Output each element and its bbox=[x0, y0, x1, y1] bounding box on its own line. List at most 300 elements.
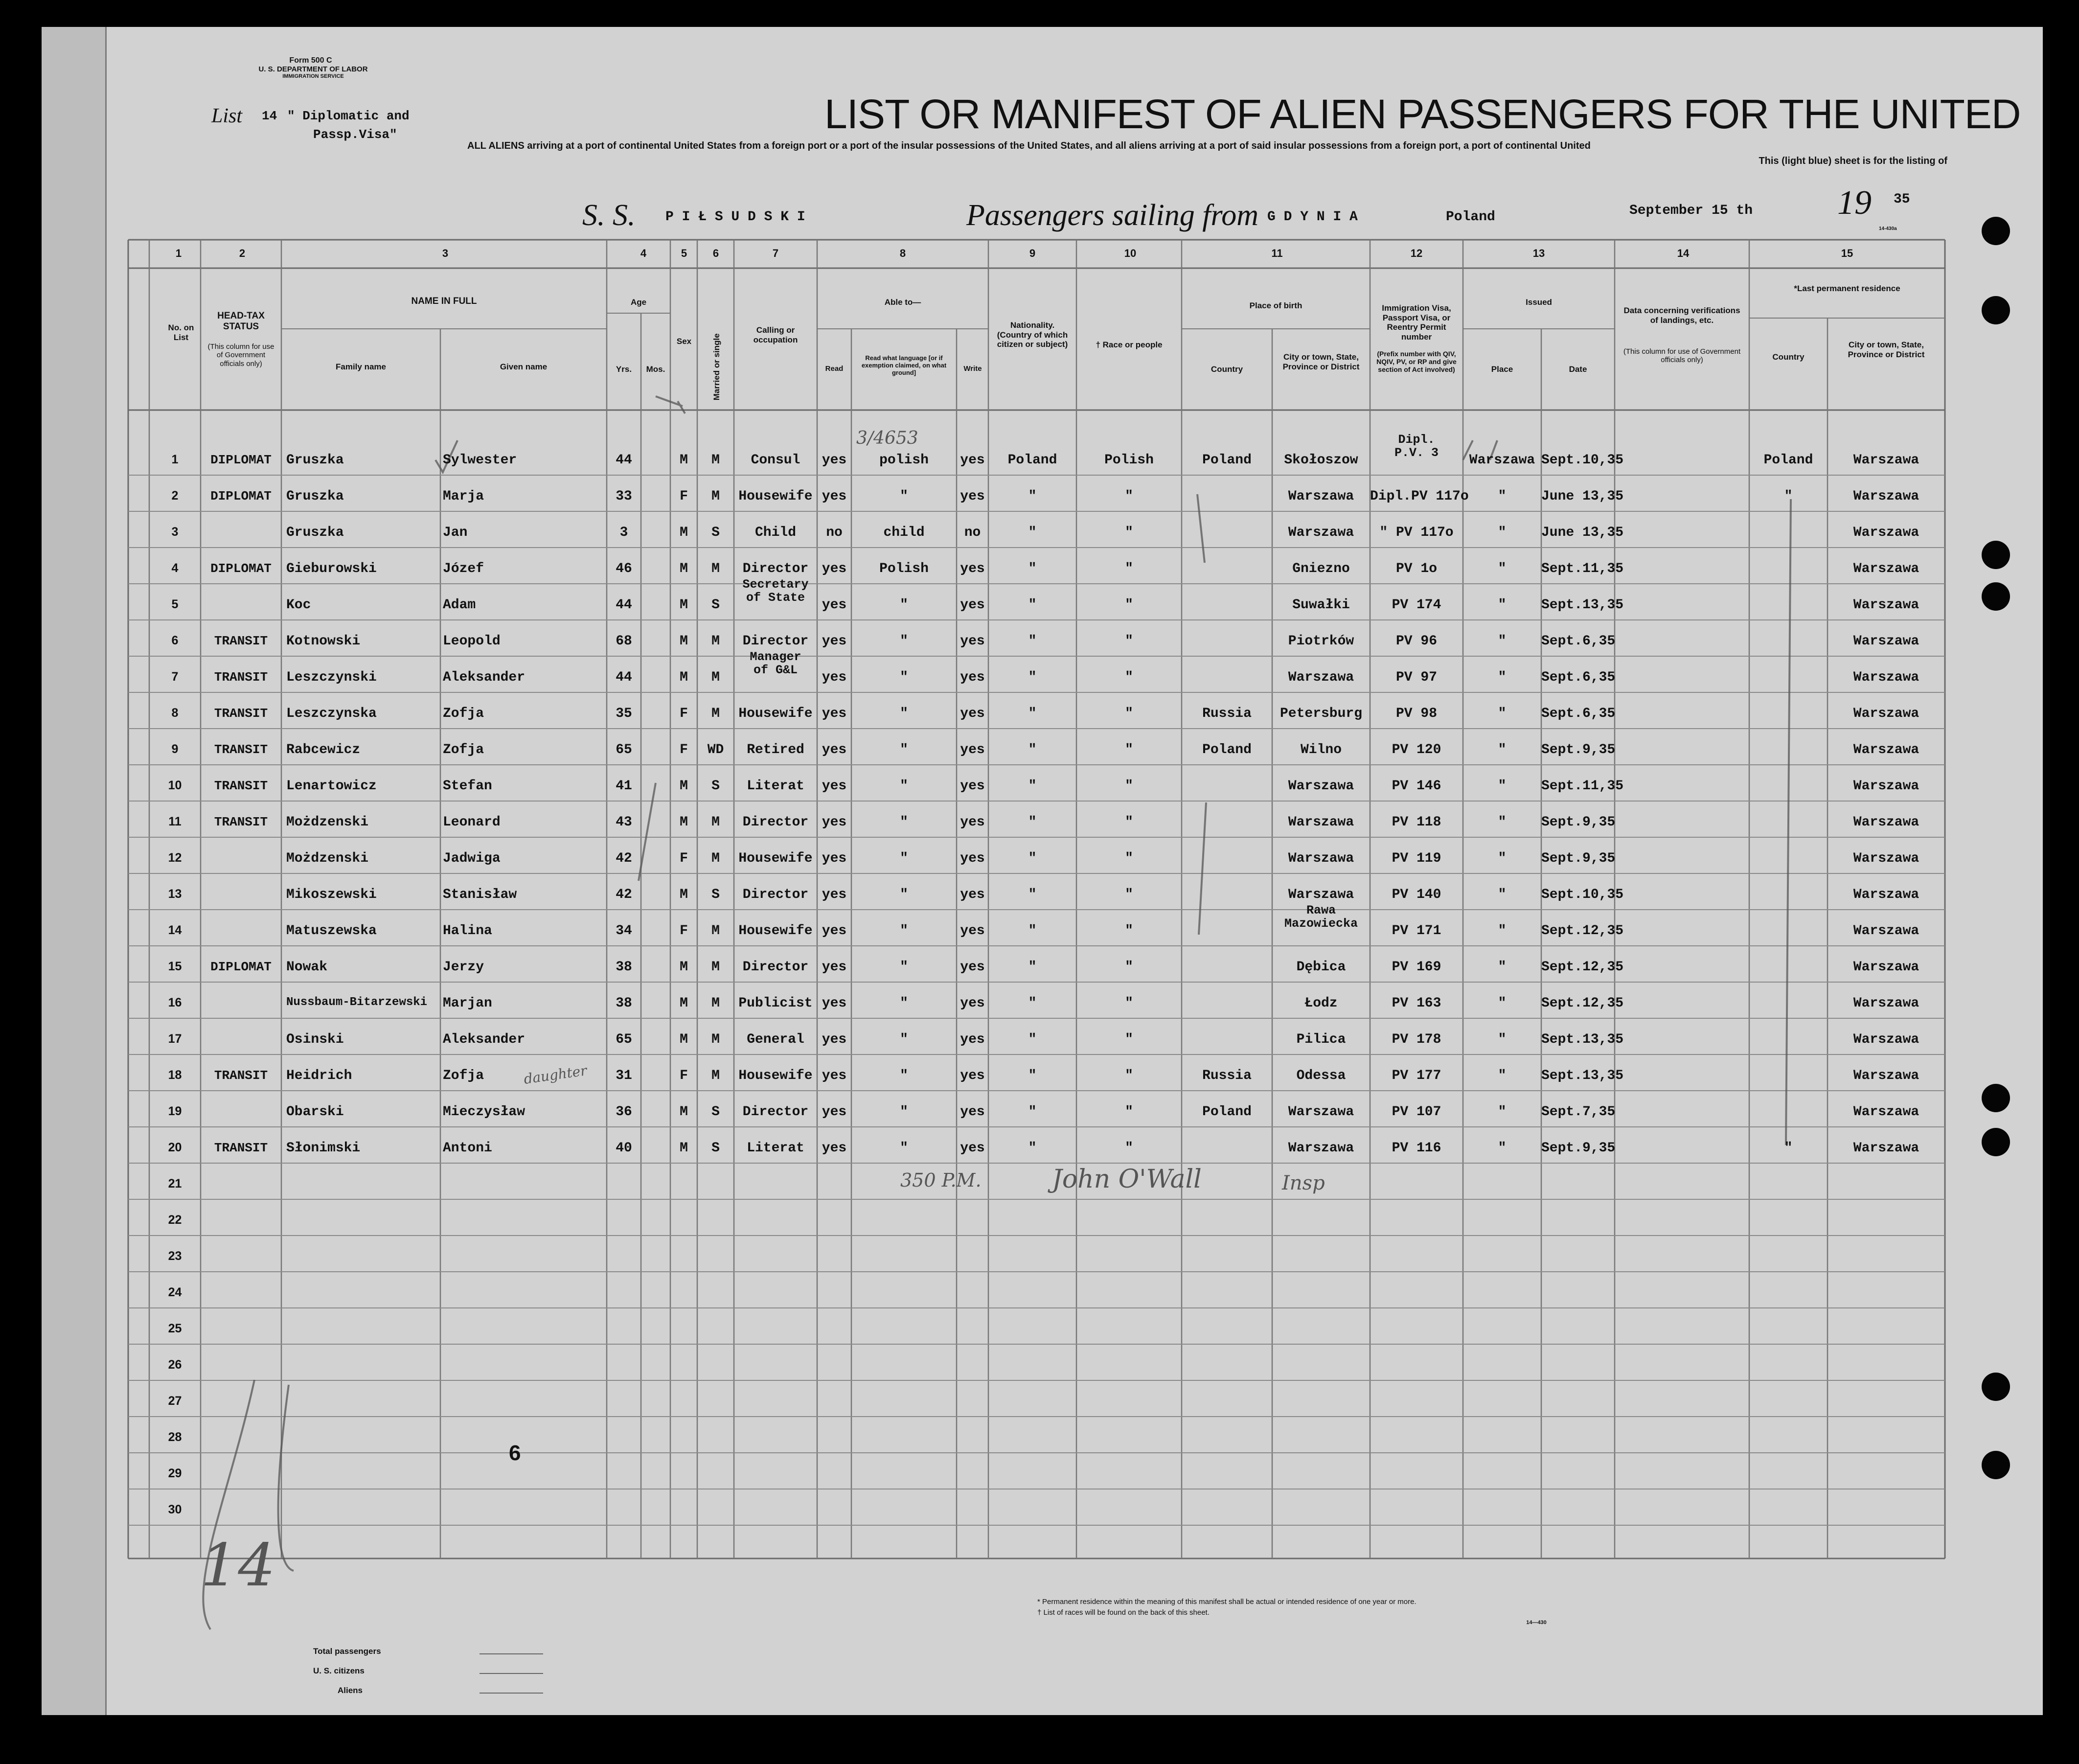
cell-no: 4 bbox=[171, 561, 179, 575]
cell-date: Sept.11,35 bbox=[1541, 561, 1624, 576]
cell-date: Sept.7,35 bbox=[1541, 1104, 1616, 1120]
cell-nat: " bbox=[1028, 706, 1037, 721]
cell-rcity: Warszawa bbox=[1853, 779, 1919, 794]
cell-date: Sept.9,35 bbox=[1541, 742, 1616, 757]
cell-given: Jadwiga bbox=[443, 851, 501, 866]
cell-write: yes bbox=[960, 1068, 985, 1083]
cell-date: Sept.13,35 bbox=[1541, 1068, 1624, 1083]
header-issued-date: Date bbox=[1569, 365, 1587, 374]
cell-place: " bbox=[1498, 561, 1507, 576]
footer-code: 14—430 bbox=[1526, 1620, 1547, 1626]
cell-occ: General bbox=[747, 1032, 804, 1047]
header-place-of-birth: Place of birth bbox=[1249, 301, 1302, 310]
cell-visa: PV 97 bbox=[1395, 670, 1437, 685]
cell-visa: PV 171 bbox=[1392, 923, 1441, 939]
cell-write: yes bbox=[960, 779, 985, 794]
cell-yrs: 44 bbox=[616, 597, 632, 613]
cell-family: Leszczynska bbox=[286, 706, 377, 721]
cell-given: Adam bbox=[443, 597, 476, 613]
manifest-title: LIST OR MANIFEST OF ALIEN PASSENGERS FOR THE UNITED bbox=[824, 91, 2021, 137]
row-number: 28 bbox=[168, 1430, 182, 1444]
cell-read: yes bbox=[822, 453, 847, 468]
cell-sex: M bbox=[680, 597, 688, 613]
cell-rcity: Warszawa bbox=[1853, 1032, 1919, 1047]
cell-status: TRANSIT bbox=[214, 634, 268, 648]
cell-place: " bbox=[1498, 525, 1507, 540]
department-name: U. S. DEPARTMENT OF LABOR bbox=[258, 65, 368, 73]
cell-bcity: Warszawa bbox=[1288, 670, 1354, 685]
cell-write: yes bbox=[960, 923, 985, 939]
cell-status: DIPLOMAT bbox=[210, 561, 272, 576]
cell-ms: S bbox=[711, 525, 720, 540]
aliens-label: Aliens bbox=[338, 1686, 363, 1695]
cell-occ: Literat bbox=[747, 779, 804, 794]
cell-status: TRANSIT bbox=[214, 742, 268, 757]
cell-occ: Director bbox=[742, 561, 809, 576]
cell-write: yes bbox=[960, 1141, 985, 1156]
cell-bcity: Warszawa bbox=[1288, 489, 1354, 504]
cell-yrs: 44 bbox=[616, 453, 632, 468]
cell-nat: " bbox=[1028, 525, 1037, 540]
cell-no: 13 bbox=[168, 887, 182, 901]
cell-ms: M bbox=[711, 815, 720, 830]
header-read: Read bbox=[825, 365, 844, 373]
cell-nat: " bbox=[1028, 489, 1037, 504]
cell-bcity: Skołoszow bbox=[1284, 453, 1358, 468]
cell-lang: " bbox=[900, 923, 908, 939]
cell-race: " bbox=[1125, 960, 1133, 975]
cell-place: " bbox=[1498, 815, 1507, 830]
cell-bcity: Wilno bbox=[1300, 742, 1342, 757]
cell-ms: M bbox=[711, 1068, 720, 1083]
cell-read: yes bbox=[822, 851, 847, 866]
cell-lang: " bbox=[900, 1104, 908, 1120]
cell-no: 14 bbox=[168, 923, 182, 937]
list-one-code: 3/4653 bbox=[856, 428, 918, 448]
cell-given: Leopold bbox=[443, 634, 501, 649]
cell-no: 10 bbox=[168, 779, 182, 792]
year-suffix: 35 bbox=[1894, 192, 1910, 207]
cell-sex: M bbox=[680, 887, 688, 902]
cell-ms: M bbox=[711, 670, 720, 685]
departure-country: Poland bbox=[1446, 209, 1495, 225]
cell-read: yes bbox=[822, 489, 847, 504]
cell-race: " bbox=[1125, 634, 1133, 649]
cell-occ: Retired bbox=[747, 742, 804, 757]
cell-yrs: 46 bbox=[616, 561, 632, 576]
row-number: 25 bbox=[168, 1322, 182, 1335]
cell-bcountry: Russia bbox=[1202, 1068, 1252, 1083]
cell-occ: Housewife bbox=[738, 706, 813, 721]
cell-race: " bbox=[1125, 597, 1133, 613]
header-pob-country: Country bbox=[1211, 365, 1243, 374]
cell-date: Sept.12,35 bbox=[1541, 996, 1624, 1011]
cell-yrs: 42 bbox=[616, 887, 632, 902]
cell-write: yes bbox=[960, 597, 985, 613]
cell-date: Sept.10,35 bbox=[1541, 887, 1624, 902]
cell-lang: " bbox=[900, 996, 908, 1011]
cell-yrs: 65 bbox=[616, 1032, 632, 1047]
cell-place: " bbox=[1498, 996, 1507, 1011]
cell-no: 6 bbox=[171, 634, 179, 647]
cell-family: Kotnowski bbox=[286, 634, 361, 649]
row-number: 30 bbox=[168, 1503, 182, 1516]
cell-sex: M bbox=[680, 1141, 688, 1156]
cell-yrs: 44 bbox=[616, 670, 632, 685]
column-number: 7 bbox=[772, 247, 779, 259]
departure-port: G D Y N I A bbox=[1267, 209, 1358, 225]
column-number: 11 bbox=[1271, 247, 1283, 259]
cell-sex: M bbox=[680, 960, 688, 975]
cell-occ: Child bbox=[754, 525, 796, 540]
cell-write: no bbox=[964, 525, 981, 540]
cell-rcity: Warszawa bbox=[1853, 634, 1919, 649]
cell-nat: " bbox=[1028, 1141, 1037, 1156]
cell-family: Lenartowicz bbox=[286, 779, 377, 794]
cell-ms: WD bbox=[707, 742, 724, 757]
handwritten-time: 350 P.M. bbox=[900, 1169, 982, 1191]
column-number: 12 bbox=[1410, 247, 1423, 259]
cell-rcity: Warszawa bbox=[1853, 453, 1919, 468]
cell-write: yes bbox=[960, 1104, 985, 1120]
cell-race: " bbox=[1125, 670, 1133, 685]
cell-read: yes bbox=[822, 1032, 847, 1047]
header-visa-note: (Prefix number with QIV, NQIV, PV, or RP and give section of Act involved) bbox=[1376, 350, 1457, 374]
cell-given: Jan bbox=[443, 525, 468, 540]
cell-yrs: 68 bbox=[616, 634, 632, 649]
header-age: Age bbox=[630, 298, 647, 307]
cell-read: yes bbox=[822, 779, 847, 794]
cell-ms: S bbox=[711, 887, 720, 902]
cell-place: " bbox=[1498, 706, 1507, 721]
cell-read: yes bbox=[822, 561, 847, 576]
cell-status: TRANSIT bbox=[214, 815, 268, 829]
cell-sex: M bbox=[680, 634, 688, 649]
cell-nat: " bbox=[1028, 1068, 1037, 1083]
cell-write: yes bbox=[960, 453, 985, 468]
cell-given: Aleksander bbox=[443, 1032, 525, 1047]
cell-family: Leszczynski bbox=[286, 670, 377, 685]
row-number: 27 bbox=[168, 1394, 182, 1408]
cell-family: Koc bbox=[286, 597, 311, 613]
cell-race: " bbox=[1125, 561, 1133, 576]
cell-read: yes bbox=[822, 923, 847, 939]
header-mos: Mos. bbox=[646, 365, 665, 374]
cell-place: " bbox=[1498, 670, 1507, 685]
cell-visa: PV 118 bbox=[1392, 815, 1441, 830]
cell-read: yes bbox=[822, 1068, 847, 1083]
cell-date: Sept.13,35 bbox=[1541, 1032, 1624, 1047]
cell-ms: M bbox=[711, 634, 720, 649]
cell-sex: F bbox=[680, 489, 688, 504]
header-residence: *Last permanent residence bbox=[1794, 284, 1900, 293]
cell-nat: " bbox=[1028, 1104, 1037, 1120]
cell-status: TRANSIT bbox=[214, 670, 268, 685]
cell-write: yes bbox=[960, 706, 985, 721]
cell-visa: PV 1o bbox=[1395, 561, 1437, 576]
header-married: Married or single bbox=[712, 333, 722, 401]
cell-read: yes bbox=[822, 996, 847, 1011]
cell-yrs: 38 bbox=[616, 996, 632, 1011]
cell-rcity: Warszawa bbox=[1853, 1068, 1919, 1083]
cell-sex: M bbox=[680, 1032, 688, 1047]
header-verifications-note: (This column for use of Government officials only) bbox=[1623, 347, 1741, 365]
cell-rcity: Warszawa bbox=[1853, 1104, 1919, 1120]
cell-status: TRANSIT bbox=[214, 1068, 268, 1083]
column-number: 9 bbox=[1029, 247, 1036, 259]
cell-rcity: Warszawa bbox=[1853, 489, 1919, 504]
cell-read: yes bbox=[822, 597, 847, 613]
cell-lang: " bbox=[900, 1141, 908, 1156]
cell-ms: M bbox=[711, 851, 720, 866]
cell-nat: " bbox=[1028, 815, 1037, 830]
cell-place: " bbox=[1498, 597, 1507, 613]
cell-nat: " bbox=[1028, 996, 1037, 1011]
cell-rcity: Warszawa bbox=[1853, 851, 1919, 866]
cell-lang: polish bbox=[879, 453, 929, 468]
cell-yrs: 38 bbox=[616, 960, 632, 975]
cell-no: 15 bbox=[168, 960, 182, 973]
cell-race: " bbox=[1125, 815, 1133, 830]
cell-occ: Housewife bbox=[738, 851, 813, 866]
year-prefix: 19 bbox=[1837, 184, 1872, 222]
cell-lang: Polish bbox=[879, 561, 929, 576]
cell-yrs: 31 bbox=[616, 1068, 632, 1083]
cell-rcity: Warszawa bbox=[1853, 670, 1919, 685]
header-issued: Issued bbox=[1526, 298, 1552, 307]
header-verifications: Data concerning verifications of landings, etc. bbox=[1623, 306, 1740, 325]
cell-bcity: Pilica bbox=[1296, 1032, 1346, 1047]
cell-date: Sept.9,35 bbox=[1541, 1141, 1616, 1156]
cell-visa: PV 146 bbox=[1392, 779, 1441, 794]
cell-visa: PV 178 bbox=[1392, 1032, 1441, 1047]
cell-write: yes bbox=[960, 561, 985, 576]
cell-visa: Dipl. P.V. 3 bbox=[1394, 433, 1439, 460]
cell-bcity: Dębica bbox=[1296, 960, 1346, 975]
cell-ms: M bbox=[711, 489, 720, 504]
cell-ms: M bbox=[711, 923, 720, 939]
cell-race: Polish bbox=[1104, 453, 1154, 468]
cell-given: Leonard bbox=[443, 815, 501, 830]
cell-ms: M bbox=[711, 960, 720, 975]
cell-yrs: 43 bbox=[616, 815, 632, 830]
cell-place: " bbox=[1498, 1068, 1507, 1083]
cell-sex: F bbox=[680, 742, 688, 757]
cell-no: 19 bbox=[168, 1104, 182, 1118]
cell-write: yes bbox=[960, 489, 985, 504]
cell-ms: S bbox=[711, 597, 720, 613]
cell-no: 9 bbox=[171, 742, 179, 756]
cell-given: Mieczysław bbox=[443, 1104, 525, 1120]
cell-bcity: Warszawa bbox=[1288, 779, 1354, 794]
header-write: Write bbox=[963, 365, 982, 373]
cell-sex: M bbox=[680, 670, 688, 685]
cell-rcity: Warszawa bbox=[1853, 561, 1919, 576]
cell-given: Stanisław bbox=[443, 887, 517, 902]
departure-date: September 15 th bbox=[1629, 203, 1753, 218]
cell-bcountry: Poland bbox=[1202, 742, 1252, 757]
cell-yrs: 33 bbox=[616, 489, 632, 504]
cell-bcity: Warszawa bbox=[1288, 851, 1354, 866]
us-citizens-label: U. S. citizens bbox=[313, 1666, 365, 1675]
cell-lang: " bbox=[900, 706, 908, 721]
cell-write: yes bbox=[960, 887, 985, 902]
cell-family: Heidrich bbox=[286, 1068, 352, 1083]
cell-visa: PV 169 bbox=[1392, 960, 1441, 975]
cell-occ: Director bbox=[742, 1104, 809, 1120]
cell-date: Sept.11,35 bbox=[1541, 779, 1624, 794]
cell-sex: M bbox=[680, 525, 688, 540]
cell-read: yes bbox=[822, 634, 847, 649]
cell-date: Sept.10,35 bbox=[1541, 453, 1624, 468]
cell-race: " bbox=[1125, 923, 1133, 939]
header-given-name: Given name bbox=[500, 362, 548, 371]
cell-lang: " bbox=[900, 960, 908, 975]
cell-no: 1 bbox=[171, 453, 179, 466]
cell-bcity: Suwałki bbox=[1292, 597, 1350, 613]
cell-bcity: Warszawa bbox=[1288, 887, 1354, 902]
cell-family: Gieburowski bbox=[286, 561, 377, 576]
header-visa: Immigration Visa, Passport Visa, or Reentry Permit number bbox=[1382, 303, 1451, 342]
cell-bcity: Rawa Mazowiecka bbox=[1284, 903, 1358, 931]
cell-no: 7 bbox=[171, 670, 179, 684]
cell-ms: M bbox=[711, 561, 720, 576]
cell-status: TRANSIT bbox=[214, 706, 268, 721]
cell-visa: PV 140 bbox=[1392, 887, 1441, 902]
cell-read: yes bbox=[822, 742, 847, 757]
cell-lang: " bbox=[900, 634, 908, 649]
cell-family: Obarski bbox=[286, 1104, 344, 1120]
cell-yrs: 35 bbox=[616, 706, 632, 721]
cell-no: 2 bbox=[171, 489, 179, 503]
cell-occ: Director bbox=[742, 960, 809, 975]
cell-rcity: Warszawa bbox=[1853, 887, 1919, 902]
cell-nat: " bbox=[1028, 923, 1037, 939]
cell-race: " bbox=[1125, 1141, 1133, 1156]
header-yrs: Yrs. bbox=[616, 365, 632, 374]
cell-lang: " bbox=[900, 489, 908, 504]
cell-lang: " bbox=[900, 742, 908, 757]
header-race: † Race or people bbox=[1096, 340, 1163, 349]
cell-lang: " bbox=[900, 815, 908, 830]
cell-occ: Secretary of State bbox=[742, 577, 809, 605]
cell-family: Gruszka bbox=[286, 489, 344, 504]
cell-no: 12 bbox=[168, 851, 182, 865]
row-number: 26 bbox=[168, 1358, 182, 1372]
cell-rcountry: " bbox=[1784, 1141, 1793, 1156]
header-res-city: City or town, State, Province or District bbox=[1848, 340, 1925, 359]
form-number: Form 500 C bbox=[289, 56, 332, 65]
cell-rcity: Warszawa bbox=[1853, 996, 1919, 1011]
cell-lang: child bbox=[883, 525, 925, 540]
cell-given: Józef bbox=[443, 561, 484, 576]
cell-nat: " bbox=[1028, 742, 1037, 757]
manifest-subtitle-2: This (light blue) sheet is for the listing of bbox=[1759, 156, 1947, 166]
row-number: 22 bbox=[168, 1213, 182, 1227]
cell-lang: " bbox=[900, 670, 908, 685]
cell-yrs: 65 bbox=[616, 742, 632, 757]
cell-status: TRANSIT bbox=[214, 1141, 268, 1155]
cell-rcity: Warszawa bbox=[1853, 742, 1919, 757]
cell-write: yes bbox=[960, 670, 985, 685]
cell-family: Osinski bbox=[286, 1032, 344, 1047]
cell-race: " bbox=[1125, 489, 1133, 504]
cell-lang: " bbox=[900, 851, 908, 866]
row-number: 29 bbox=[168, 1466, 182, 1480]
cell-no: 16 bbox=[168, 996, 182, 1009]
cell-visa: PV 119 bbox=[1392, 851, 1441, 866]
cell-lang: " bbox=[900, 1068, 908, 1083]
cell-nat: " bbox=[1028, 634, 1037, 649]
inspector-title: Insp bbox=[1282, 1172, 1325, 1194]
cell-given: Marjan bbox=[443, 996, 492, 1011]
service-name: IMMIGRATION SERVICE bbox=[282, 73, 344, 79]
column-number: 3 bbox=[442, 247, 449, 259]
cell-bcity: Warszawa bbox=[1288, 815, 1354, 830]
cell-sex: M bbox=[680, 996, 688, 1011]
cell-bcity: Łodz bbox=[1304, 996, 1338, 1011]
cell-place: " bbox=[1498, 1141, 1507, 1156]
cell-bcity: Petersburg bbox=[1279, 706, 1363, 721]
cell-nat: " bbox=[1028, 851, 1037, 866]
cell-sex: F bbox=[680, 706, 688, 721]
cell-occ: Consul bbox=[751, 453, 800, 468]
cell-yrs: 41 bbox=[616, 779, 632, 794]
residence-note: * Permanent residence within the meaning of this manifest shall be actual or intended residence of one year or more. bbox=[1037, 1598, 1416, 1606]
cell-read: no bbox=[826, 525, 843, 540]
cell-no: 3 bbox=[171, 525, 179, 539]
cell-visa: PV 107 bbox=[1392, 1104, 1441, 1120]
cell-rcity: Warszawa bbox=[1853, 923, 1919, 939]
cell-date: June 13,35 bbox=[1541, 489, 1624, 504]
cell-lang: " bbox=[900, 887, 908, 902]
cell-place: " bbox=[1498, 851, 1507, 866]
cell-date: Sept.13,35 bbox=[1541, 597, 1624, 613]
cell-bcity: Gniezno bbox=[1292, 561, 1350, 576]
header-calling: Calling or occupation bbox=[753, 325, 798, 344]
cell-date: Sept.12,35 bbox=[1541, 960, 1624, 975]
cell-visa: PV 98 bbox=[1395, 706, 1437, 721]
cell-no: 17 bbox=[168, 1032, 182, 1046]
cell-given: Jerzy bbox=[443, 960, 484, 975]
cell-status: DIPLOMAT bbox=[210, 453, 272, 467]
cell-sex: M bbox=[680, 1104, 688, 1120]
header-res-country: Country bbox=[1772, 352, 1805, 362]
cell-given: Zofja bbox=[443, 1068, 484, 1083]
cell-sex: M bbox=[680, 815, 688, 830]
header-issued-place: Place bbox=[1491, 365, 1513, 374]
cell-write: yes bbox=[960, 996, 985, 1011]
cell-sex: F bbox=[680, 923, 688, 939]
column-number: 14 bbox=[1677, 247, 1690, 259]
manifest-subtitle: ALL ALIENS arriving at a port of continental United States from a foreign port or a port of the insular possessions of the United States, and all aliens arriving at a port of said insular possessions from a foreign port, a port of continental United bbox=[467, 140, 1591, 151]
cell-write: yes bbox=[960, 1032, 985, 1047]
cell-family: Gruszka bbox=[286, 525, 344, 540]
cell-place: " bbox=[1498, 923, 1507, 939]
cell-status: DIPLOMAT bbox=[210, 489, 272, 504]
daughter-note: daughter bbox=[523, 1062, 588, 1087]
cell-nat: " bbox=[1028, 779, 1037, 794]
page-number: 6 bbox=[509, 1441, 521, 1465]
cell-family: Gruszka bbox=[286, 453, 344, 468]
cell-bcountry: Russia bbox=[1202, 706, 1252, 721]
cell-occ: Housewife bbox=[738, 1068, 813, 1083]
cell-lang: " bbox=[900, 597, 908, 613]
header-nationality: Nationality. (Country of which citizen or subject) bbox=[997, 321, 1068, 349]
cell-visa: PV 120 bbox=[1392, 742, 1441, 757]
cell-ms: M bbox=[711, 996, 720, 1011]
cell-sex: M bbox=[680, 561, 688, 576]
